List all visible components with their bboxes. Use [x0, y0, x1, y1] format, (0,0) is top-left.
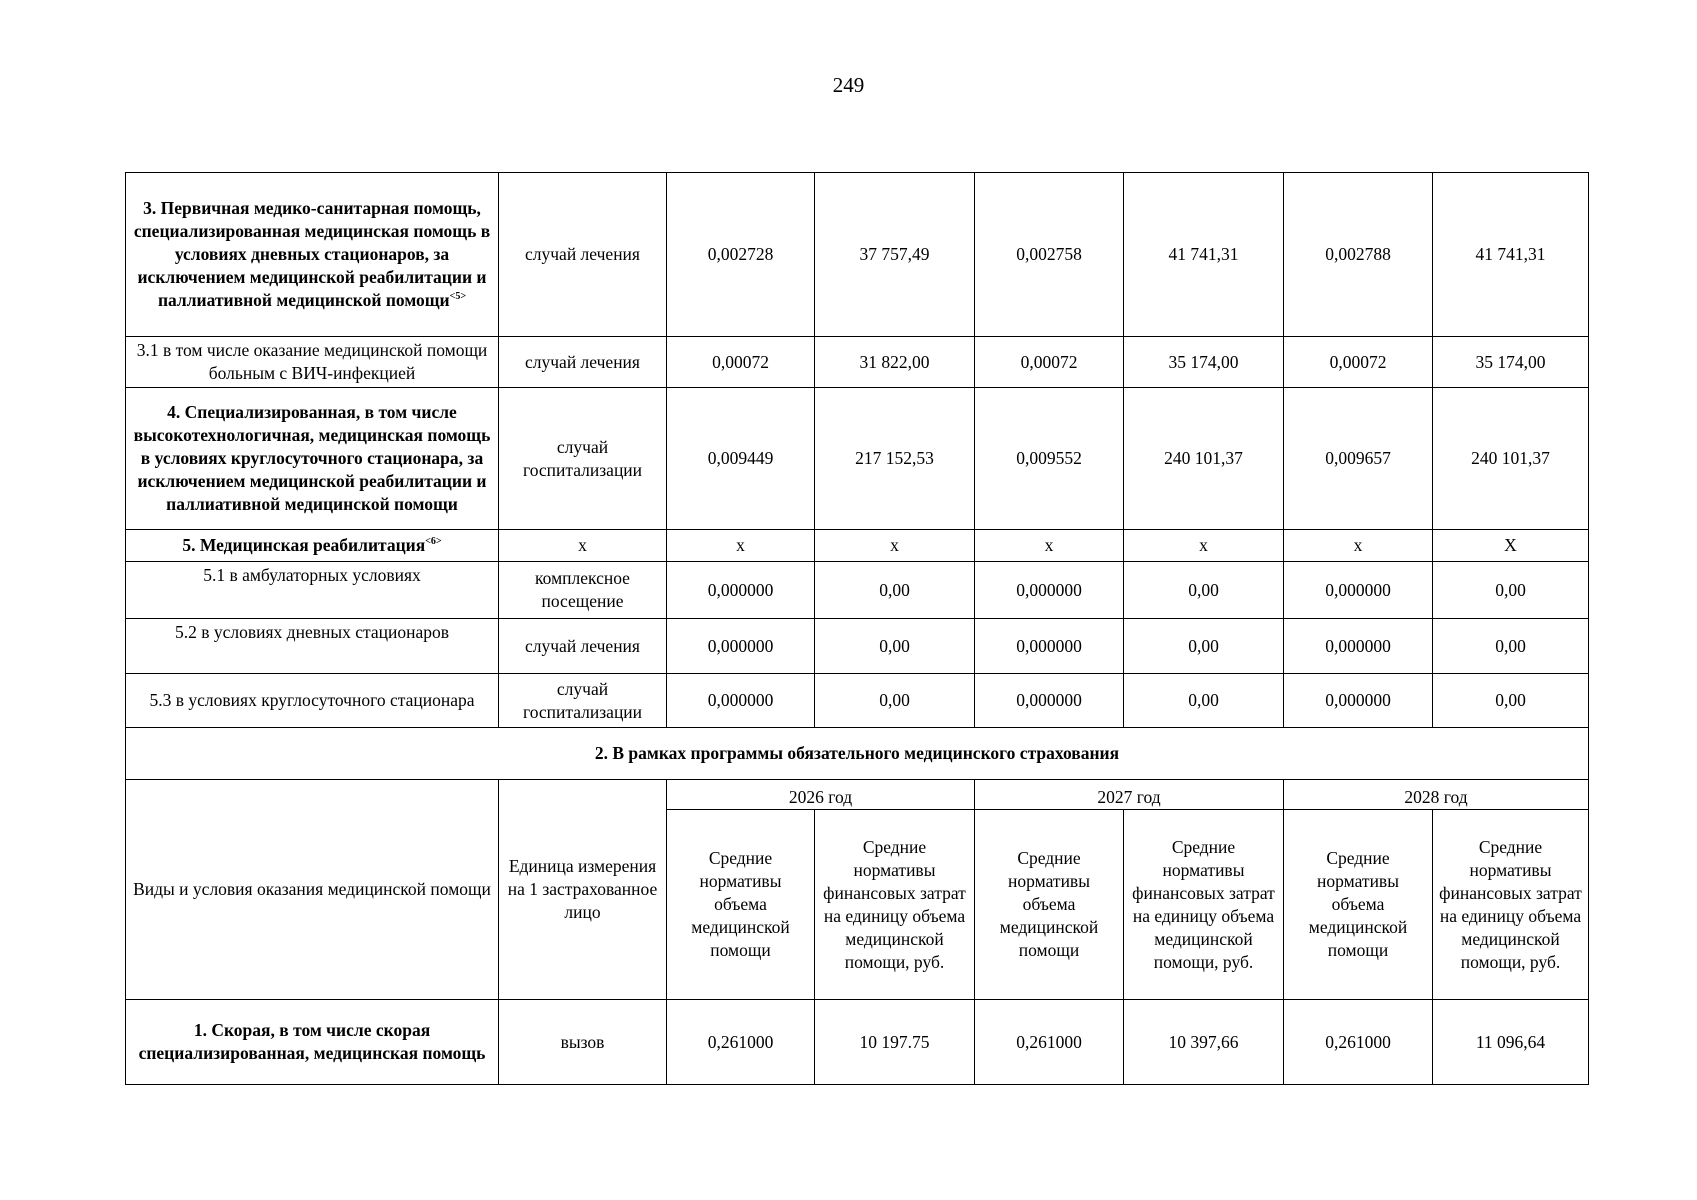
volume-2026: 0,000000: [667, 562, 815, 619]
volume-2026: 0,261000: [667, 1000, 815, 1085]
page-number: 249: [832, 73, 865, 97]
cost-2026: 10 197.75: [815, 1000, 975, 1085]
row-unit: случай лечения: [499, 173, 667, 337]
row-name: 3.1 в том числе оказание медицинской помощи больным с ВИЧ-инфекцией: [126, 337, 499, 388]
volume-2028: 0,000000: [1284, 674, 1433, 728]
header-year-2028: 2028 год: [1284, 780, 1589, 810]
volume-2028: 0,00072: [1284, 337, 1433, 388]
cost-2027: х: [1124, 530, 1284, 562]
volume-2027: 0,000000: [975, 674, 1124, 728]
volume-2026: 0,000000: [667, 674, 815, 728]
header-volume-2026: Средние нормативы объема медицинской помощи: [667, 810, 815, 1000]
volume-2027: 0,00072: [975, 337, 1124, 388]
volume-2026: х: [667, 530, 815, 562]
volume-2027: 0,261000: [975, 1000, 1124, 1085]
cost-2028: 35 174,00: [1433, 337, 1589, 388]
header-year-2026: 2026 год: [667, 780, 975, 810]
table-row: [126, 530, 1589, 562]
volume-2027: 0,000000: [975, 562, 1124, 619]
table-row: [126, 562, 1589, 619]
row-name: 4. Специализированная, в том числе высокотехнологичная, медицинская помощь в условиях круглосуточного стационара, за исключением медицинской реабилитации и паллиативной медицинской помощи: [126, 388, 499, 530]
cost-2027: 0,00: [1124, 619, 1284, 674]
norms-table: [125, 172, 1589, 1085]
volume-2026: 0,002728: [667, 173, 815, 337]
row-unit: случай госпитализации: [499, 388, 667, 530]
header-year-2027: 2027 год: [975, 780, 1284, 810]
row-unit: случай госпитализации: [499, 674, 667, 728]
volume-2028: 0,002788: [1284, 173, 1433, 337]
row-name: 3. Первичная медико-санитарная помощь, специализированная медицинская помощь в условиях дневных стационаров, за исключением медицинской реабилитации и паллиативной медицинской помощи$^{<5>}$: [126, 173, 499, 337]
cost-2028: 0,00: [1433, 562, 1589, 619]
volume-2028: 0,000000: [1284, 619, 1433, 674]
cost-2027: 41 741,31: [1124, 173, 1284, 337]
cost-2027: 10 397,66: [1124, 1000, 1284, 1085]
volume-2028: 0,000000: [1284, 562, 1433, 619]
cost-2027: 35 174,00: [1124, 337, 1284, 388]
cost-2027: 0,00: [1124, 562, 1284, 619]
cost-2026: 0,00: [815, 619, 975, 674]
cost-2026: 0,00: [815, 674, 975, 728]
header-volume-2027: Средние нормативы объема медицинской помощи: [975, 810, 1124, 1000]
cost-2026: 217 152,53: [815, 388, 975, 530]
table-row: [126, 388, 1589, 530]
volume-2028: 0,261000: [1284, 1000, 1433, 1085]
volume-2028: х: [1284, 530, 1433, 562]
row-name: 5. Медицинская реабилитация$^{<6>}$: [126, 530, 499, 562]
cost-2028: Х: [1433, 530, 1589, 562]
row-unit: х: [499, 530, 667, 562]
volume-2026: 0,00072: [667, 337, 815, 388]
volume-2026: 0,000000: [667, 619, 815, 674]
header-unit: Единица измерения на 1 застрахованное лицо: [499, 780, 667, 1000]
header-cost-2028: Средние нормативы финансовых затрат на единицу объема медицинской помощи, руб.: [1433, 810, 1589, 1000]
volume-2027: 0,002758: [975, 173, 1124, 337]
cost-2028: 240 101,37: [1433, 388, 1589, 530]
cost-2026: 31 822,00: [815, 337, 975, 388]
row-name: 5.3 в условиях круглосуточного стационара: [126, 674, 499, 728]
volume-2027: 0,009552: [975, 388, 1124, 530]
volume-2027: 0,000000: [975, 619, 1124, 674]
row-unit: случай лечения: [499, 619, 667, 674]
row-name: 5.2 в условиях дневных стационаров: [126, 619, 499, 674]
cost-2028: 11 096,64: [1433, 1000, 1589, 1085]
header-cost-2027: Средние нормативы финансовых затрат на единицу объема медицинской помощи, руб.: [1124, 810, 1284, 1000]
row-name: 5.1 в амбулаторных условиях: [126, 562, 499, 619]
cost-2026: 37 757,49: [815, 173, 975, 337]
cost-2027: 240 101,37: [1124, 388, 1284, 530]
table-row: [126, 1000, 1589, 1085]
row-unit: вызов: [499, 1000, 667, 1085]
section-title: 2. В рамках программы обязательного медицинского страхования: [126, 728, 1589, 780]
row-unit: комплексное посещение: [499, 562, 667, 619]
cost-2027: 0,00: [1124, 674, 1284, 728]
cost-2026: 0,00: [815, 562, 975, 619]
cost-2026: х: [815, 530, 975, 562]
header-row: [126, 780, 1589, 810]
cost-2028: 0,00: [1433, 674, 1589, 728]
table-row: [126, 173, 1589, 337]
cost-2028: 0,00: [1433, 619, 1589, 674]
header-kind: Виды и условия оказания медицинской помощи: [126, 780, 499, 1000]
header-cost-2026: Средние нормативы финансовых затрат на единицу объема медицинской помощи, руб.: [815, 810, 975, 1000]
volume-2028: 0,009657: [1284, 388, 1433, 530]
volume-2026: 0,009449: [667, 388, 815, 530]
cost-2028: 41 741,31: [1433, 173, 1589, 337]
table-row: [126, 619, 1589, 674]
row-unit: случай лечения: [499, 337, 667, 388]
section-row: [126, 728, 1589, 780]
table-row: [126, 674, 1589, 728]
volume-2027: х: [975, 530, 1124, 562]
header-volume-2028: Средние нормативы объема медицинской помощи: [1284, 810, 1433, 1000]
row-name: 1. Скорая, в том числе скорая специализированная, медицинская помощь: [126, 1000, 499, 1085]
table-row: [126, 337, 1589, 388]
